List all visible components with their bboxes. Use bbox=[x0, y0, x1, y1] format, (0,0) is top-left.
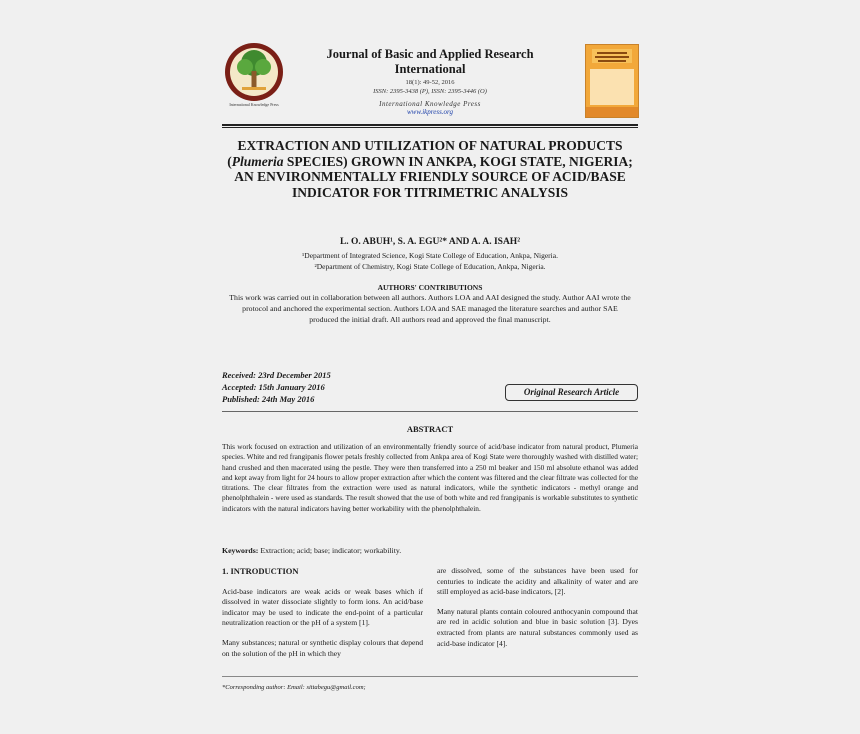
intro-paragraph-2: Many substances; natural or synthetic display colours that depend on the solution of the pH in which they bbox=[222, 637, 423, 658]
journal-volume: 18(1): 49-52, 2016 bbox=[405, 79, 455, 86]
date-published: Published: 24th May 2016 bbox=[222, 394, 315, 404]
intro-paragraph-1: Acid-base indicators are weak acids or weak bases which if dissolved in water dissociate slightly to form ions. An acid/base indicator may be used to indicate the end-point of a particular neutralization reaction or the pH of a system [1]. bbox=[222, 586, 423, 628]
affiliation-1: ¹Department of Integrated Science, Kogi State College of Education, Ankpa, Nigeria. bbox=[302, 251, 558, 260]
journal-header bbox=[300, 47, 560, 116]
date-received: Received: 23rd December 2015 bbox=[222, 370, 331, 380]
intro-heading: 1. INTRODUCTION bbox=[222, 566, 299, 576]
affiliation-2: ²Department of Chemistry, Kogi State College of Education, Ankpa, Nigeria. bbox=[314, 262, 546, 271]
keywords bbox=[222, 546, 638, 555]
footnote-rule bbox=[222, 676, 638, 677]
header-rule-thin bbox=[222, 127, 638, 128]
journal-cover-image bbox=[585, 44, 639, 118]
date-accepted: Accepted: 15th January 2016 bbox=[222, 382, 325, 392]
journal-title: Journal of Basic and Applied Research International bbox=[326, 47, 534, 76]
corresponding-author-footnote: *Corresponding author: Email: sittabegu@gmail.com; bbox=[222, 684, 366, 691]
article-type-badge: Original Research Article bbox=[505, 384, 638, 401]
abstract-text: This work focused on extraction and utilization of an environmentally friendly source of acid/base indicator from natural product, Plumeria species. White and red frangipanis flower petals freshly collected from Ankpa area of Kogi State were thoroughly washed with distilled water; hand crushed and then macerated using the pestle. They were then transferred into a 250 ml beaker and 150 ml absolute ethanol was added and kept away from light for 24 hours to allow proper extraction after which the content was filtered and the clear filtrate was collected for the titrations. The clear filtrates from the extraction were used as natural indicators, while the synthetic indicators - methyl orange and phenolphthalein - were used as standards. The result showed that the use of both white and red frangipanis is workable substitutes to synthetic indicators with the natural indicators having better workability with the phenolphthalein. bbox=[222, 442, 638, 513]
section-divider bbox=[222, 411, 638, 412]
intro-paragraph-4: Many natural plants contain coloured anthocyanin compound that are red in acidic solution and blue in basic solution [3]. Dyes extracted from plants are natural substances commonly used as acid-base indicator [4]. bbox=[437, 606, 638, 648]
journal-issn: ISSN: 2395-3438 (P), ISSN: 2395-3446 (O) bbox=[373, 88, 487, 95]
intro-column-left bbox=[222, 566, 423, 668]
logo-caption: International Knowledge Press bbox=[229, 102, 279, 107]
article-dates bbox=[222, 369, 331, 405]
author-list: L. O. ABUH¹, S. A. EGU²* AND A. A. ISAH² bbox=[339, 237, 521, 247]
journal-logo bbox=[223, 41, 285, 109]
keywords-text: Extraction; acid; base; indicator; workability. bbox=[258, 546, 402, 555]
abstract-heading: ABSTRACT bbox=[406, 424, 454, 434]
publisher-url[interactable]: www.ikpress.org bbox=[406, 108, 454, 116]
intro-paragraph-3: are dissolved, some of the substances have been used for centuries to indicate the acidity and alkalinity of water and are still employed as acid-base indicators, [2]. bbox=[437, 566, 638, 597]
keywords-label: Keywords: bbox=[222, 546, 259, 555]
paper-title: EXTRACTION AND UTILIZATION OF NATURAL PRODUCTS (Plumeria SPECIES) GROWN IN ANKPA, KOGI STATE, NIGERIA; AN ENVIRONMENTALLY FRIENDLY SOURCE OF ACID/BASE INDICATOR FOR TITRIMETRIC ANALYSIS bbox=[227, 138, 633, 200]
intro-column-right bbox=[437, 566, 638, 658]
contributions-heading: AUTHORS' CONTRIBUTIONS bbox=[377, 283, 483, 292]
contributions-text: This work was carried out in collaboration between all authors. Authors LOA and AAI designed the study. Author AAI wrote the protocol and anchored the experimental section. Authors LOA and SAE managed the literature searches and author SAE produced the initial draft. All authors read and approved the final manuscript. bbox=[229, 293, 631, 324]
publisher-name: International Knowledge Press bbox=[379, 100, 481, 108]
header-rule bbox=[222, 124, 638, 126]
